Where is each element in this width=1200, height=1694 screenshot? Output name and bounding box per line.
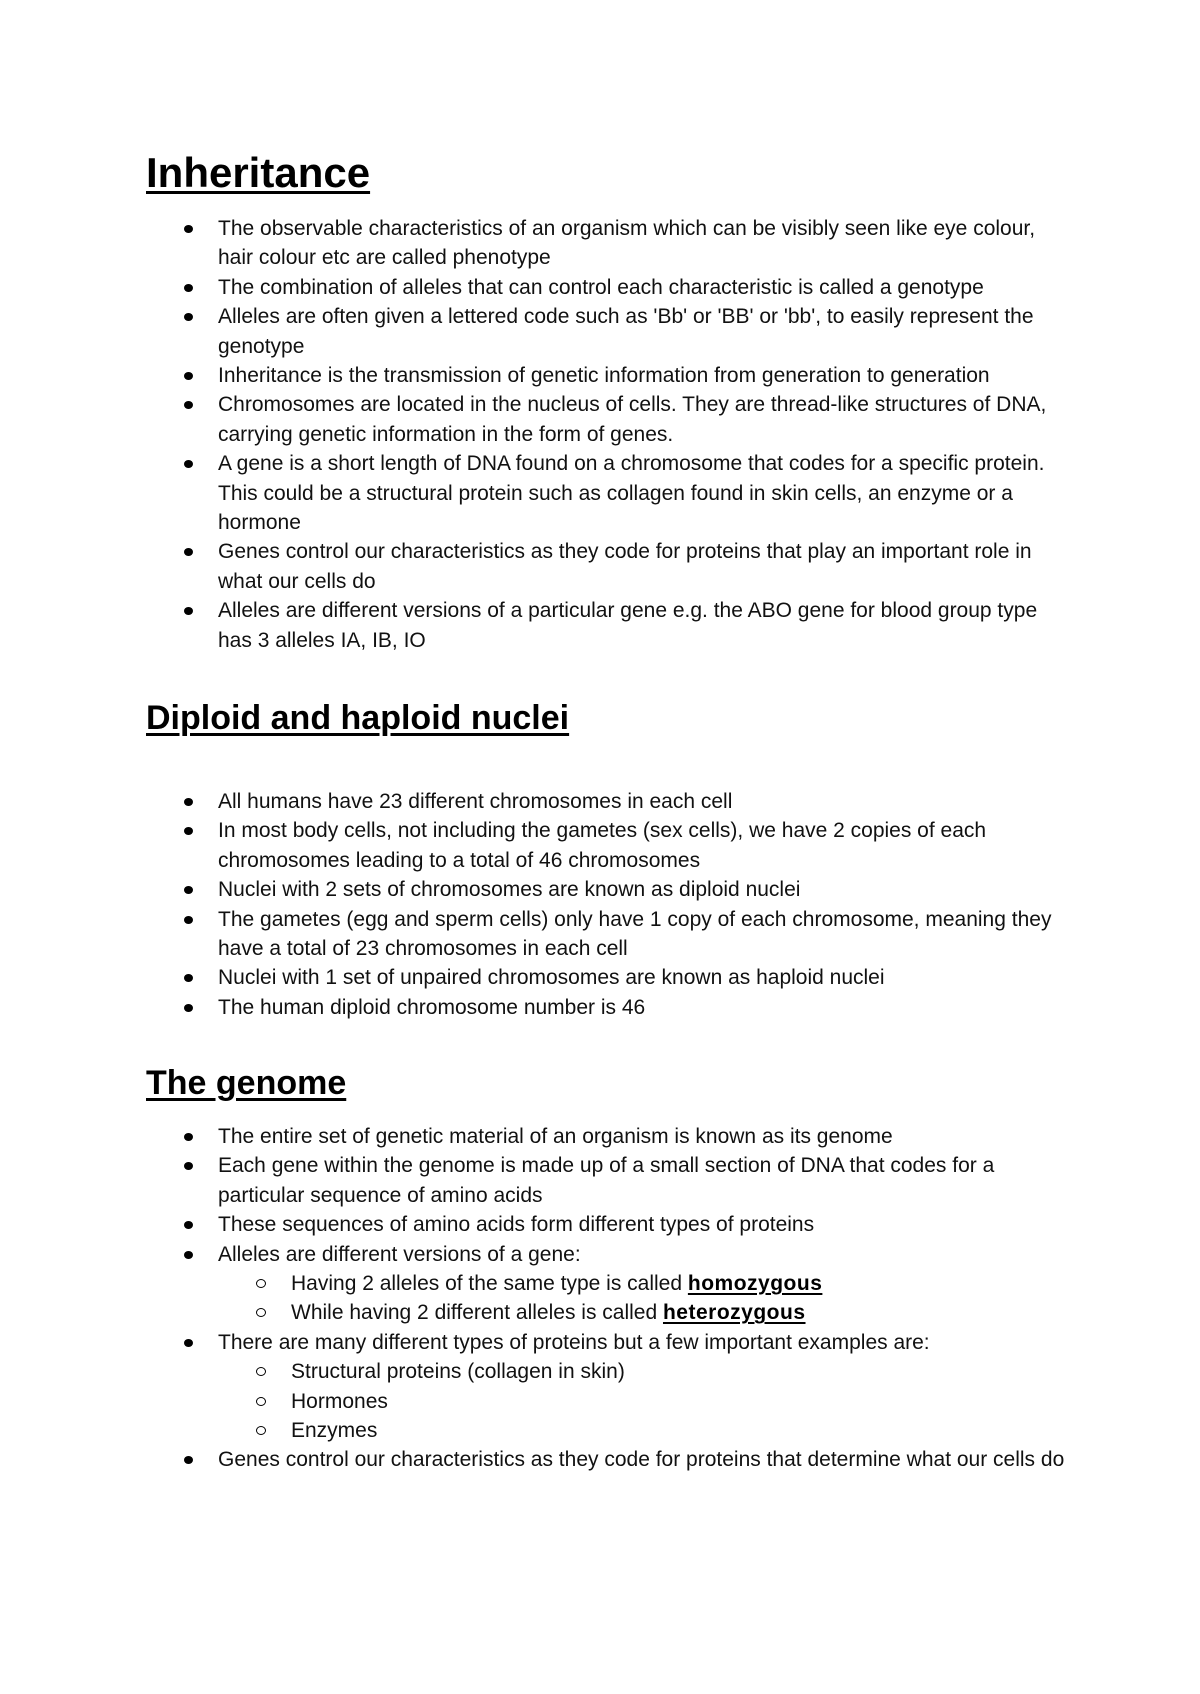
list-item bbox=[0, 273, 1068, 302]
sub-list-item bbox=[218, 1298, 1068, 1327]
hollow-circle-bullet-icon bbox=[256, 1397, 266, 1406]
list-item bbox=[0, 993, 1068, 1022]
bullet-dot-icon bbox=[184, 607, 193, 615]
genome-bullet-list bbox=[0, 1122, 1200, 1475]
bullet-dot-icon bbox=[184, 827, 193, 835]
list-item bbox=[0, 214, 1068, 273]
sub-list-item bbox=[218, 1416, 1068, 1445]
bullet-text: The gametes (egg and sperm cells) only have 1 copy of each chromosome, meaning they have a total of 23 chromosomes in each cell bbox=[218, 907, 1052, 961]
heading-genome: The genome bbox=[146, 1064, 347, 1102]
hollow-circle-bullet-icon bbox=[256, 1426, 266, 1435]
sub-bullet-text: Having 2 alleles of the same type is called bbox=[291, 1272, 688, 1296]
heading-inheritance: Inheritance bbox=[146, 149, 371, 196]
bullet-dot-icon bbox=[184, 1456, 193, 1464]
sub-bullet-text: Structural proteins (collagen in skin) bbox=[291, 1360, 625, 1384]
term-heterozygous: heterozygous bbox=[662, 1301, 806, 1325]
bullet-dot-icon bbox=[184, 548, 193, 556]
list-item bbox=[0, 1151, 1068, 1210]
sub-list-item bbox=[218, 1357, 1068, 1386]
bullet-text: Each gene within the genome is made up of a small section of DNA that codes for a particular sequence of amino acids bbox=[218, 1154, 995, 1207]
list-item bbox=[0, 963, 1068, 992]
bullet-dot-icon bbox=[184, 1251, 193, 1259]
list-item bbox=[0, 390, 1068, 449]
bullet-text: All humans have 23 different chromosomes in each cell bbox=[218, 790, 733, 813]
bullet-dot-icon bbox=[184, 1339, 193, 1347]
list-item bbox=[0, 1328, 1068, 1446]
list-item bbox=[0, 361, 1068, 390]
bullet-text: The human diploid chromosome number is 46 bbox=[218, 995, 646, 1019]
term-homozygous: homozygous bbox=[687, 1272, 823, 1296]
bullet-text: A gene is a short length of DNA found on a chromosome that codes for a specific protein. This could be a structural protein such as collagen found in skin cells, an enzyme or a hormone bbox=[218, 452, 1045, 535]
bullet-text: Chromosomes are located in the nucleus of cells. They are thread-like structures of DNA, carrying genetic information in the form of genes. bbox=[218, 393, 1047, 446]
protein-examples-sub-list bbox=[218, 1357, 1068, 1445]
sub-bullet-text: Enzymes bbox=[291, 1419, 378, 1443]
diploid-bullet-list bbox=[0, 787, 1200, 1022]
sub-list-item bbox=[218, 1387, 1068, 1416]
list-item bbox=[0, 1445, 1068, 1474]
list-item bbox=[0, 537, 1068, 596]
list-item bbox=[0, 1240, 1068, 1328]
bullet-dot-icon bbox=[184, 886, 193, 894]
bullet-text: The entire set of genetic material of an organism is known as its genome bbox=[218, 1125, 893, 1148]
bullet-text: There are many different types of proteins but a few important examples are: bbox=[218, 1330, 930, 1354]
heading-diploid-haploid: Diploid and haploid nuclei bbox=[146, 699, 570, 737]
bullet-text: Alleles are often given a lettered code such as 'Bb' or 'BB' or 'bb', to easily represent the genotype bbox=[218, 305, 1034, 358]
sub-bullet-text: Hormones bbox=[291, 1389, 388, 1413]
bullet-text: The combination of alleles that can control each characteristic is called a genotype bbox=[218, 275, 984, 299]
bullet-dot-icon bbox=[184, 401, 193, 409]
bullet-text: These sequences of amino acids form different types of proteins bbox=[218, 1213, 815, 1237]
bullet-text: Inheritance is the transmission of genetic information from generation to generation bbox=[218, 364, 990, 388]
bullet-dot-icon bbox=[184, 1162, 193, 1170]
bullet-text: Genes control our characteristics as they code for proteins that play an important role in what our cells do bbox=[218, 540, 1032, 593]
bullet-dot-icon bbox=[184, 313, 193, 321]
bullet-text: In most body cells, not including the gametes (sex cells), we have 2 copies of each chromosomes leading to a total of 46 chromosomes bbox=[218, 819, 987, 872]
hollow-circle-bullet-icon bbox=[256, 1367, 266, 1376]
list-item bbox=[0, 905, 1068, 964]
list-item bbox=[0, 1122, 1068, 1151]
bullet-text: Alleles are different versions of a particular gene e.g. the ABO gene for blood group type has 3 alleles IA, IB, IO bbox=[218, 599, 1038, 652]
list-item bbox=[0, 875, 1068, 904]
sub-bullet-text: While having 2 different alleles is called bbox=[291, 1301, 663, 1325]
bullet-text: Alleles are different versions of a gene: bbox=[218, 1242, 581, 1266]
bullet-dot-icon bbox=[184, 225, 193, 233]
hollow-circle-bullet-icon bbox=[256, 1279, 266, 1288]
inheritance-bullet-list bbox=[0, 214, 1200, 655]
sub-list-item bbox=[218, 1269, 1068, 1298]
bullet-dot-icon bbox=[184, 1221, 193, 1229]
list-item bbox=[0, 787, 1068, 816]
bullet-dot-icon bbox=[184, 916, 193, 924]
bullet-dot-icon bbox=[184, 460, 193, 468]
bullet-text: The observable characteristics of an organism which can be visibly seen like eye colour, hair colour etc are called phenotype bbox=[218, 217, 1036, 270]
bullet-text: Nuclei with 1 set of unpaired chromosomes are known as haploid nuclei bbox=[218, 966, 885, 990]
list-item bbox=[0, 596, 1068, 655]
bullet-dot-icon bbox=[184, 1133, 193, 1141]
bullet-dot-icon bbox=[184, 284, 193, 292]
list-item bbox=[0, 1210, 1068, 1239]
bullet-dot-icon bbox=[184, 974, 193, 982]
list-item bbox=[0, 302, 1068, 361]
bullet-text: Nuclei with 2 sets of chromosomes are known as diploid nuclei bbox=[218, 878, 801, 902]
list-item bbox=[0, 816, 1068, 875]
hollow-circle-bullet-icon bbox=[256, 1308, 266, 1317]
bullet-text: Genes control our characteristics as they code for proteins that determine what our cells do bbox=[218, 1448, 1065, 1472]
bullet-dot-icon bbox=[184, 1004, 193, 1012]
allele-sub-list bbox=[218, 1269, 1068, 1328]
list-item bbox=[0, 449, 1068, 537]
bullet-dot-icon bbox=[184, 798, 193, 806]
bullet-dot-icon bbox=[184, 372, 193, 380]
